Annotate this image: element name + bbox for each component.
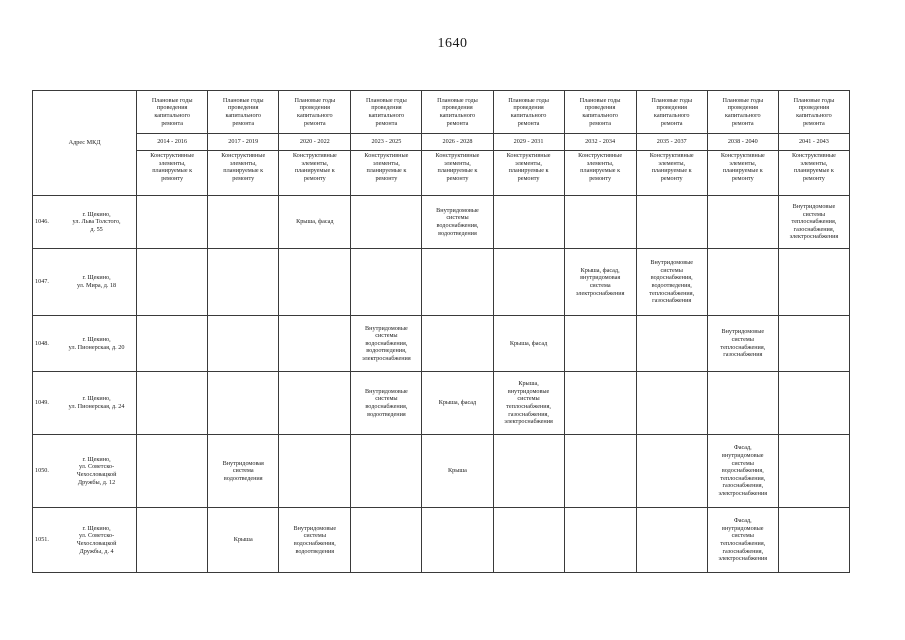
table-cell [422,316,493,372]
table-cell [636,316,707,372]
row-address-cell [33,249,137,316]
table-cell [208,249,279,316]
header-period: 2035 - 2037 [636,134,707,151]
table-cell: Внутридомовая система водоотведения [208,435,279,508]
header-period: 2032 - 2034 [564,134,636,151]
table-cell [351,196,422,249]
header-address: Адрес МКД [33,91,137,196]
table-cell [493,196,564,249]
table-cell [493,435,564,508]
table-cell: Крыша, фасад [493,316,564,372]
table-cell [564,316,636,372]
header-elements-title: Конструктивные элементы, планируемые к ремонту [351,151,422,196]
table-cell [137,316,208,372]
table-cell [351,508,422,573]
table-cell: Внутридомовые системы водоснабжения, водоотведения, теплоснабжения, газоснабжения [636,249,707,316]
header-period-title: Плановые годы проведения капитального ремонта [493,91,564,134]
row-address: г. Щекино, ул. Советско- Чехословацкой Дружбы, д. 4 [76,524,117,555]
table-cell [422,508,493,573]
header-period-title: Плановые годы проведения капитального ремонта [422,91,493,134]
table-cell [279,249,351,316]
table-cell: Фасад, внутридомовые системы теплоснабжения, газоснабжения, электроснабжения [707,508,778,573]
table-cell [564,508,636,573]
header-period-title: Плановые годы проведения капитального ремонта [351,91,422,134]
table-cell [707,372,778,435]
table-cell: Внутридомовые системы теплоснабжения, газоснабжения, электроснабжения [778,196,849,249]
table-cell [564,435,636,508]
table-cell [778,316,849,372]
row-address-cell [33,508,137,573]
header-period: 2041 - 2043 [778,134,849,151]
table-cell [636,508,707,573]
header-period-title: Плановые годы проведения капитального ремонта [707,91,778,134]
table-row [33,316,850,372]
table-cell: Внутридомовые системы теплоснабжения, газоснабжения [707,316,778,372]
row-address: г. Щекино, ул. Льва Толстого, д. 55 [72,210,121,233]
table-cell [137,508,208,573]
header-elements-title: Конструктивные элементы, планируемые к ремонту [493,151,564,196]
table-row [33,249,850,316]
row-address: г. Щекино, ул. Советско- Чехословацкой Дружбы, д. 12 [76,455,117,486]
header-period-title: Плановые годы проведения капитального ремонта [208,91,279,134]
table-cell: Внутридомовые системы водоснабжения, водоотведения [351,372,422,435]
header-elements-title: Конструктивные элементы, планируемые к ремонту [564,151,636,196]
row-number: 1047. [35,278,49,286]
table-cell [279,316,351,372]
header-period: 2029 - 2031 [493,134,564,151]
header-elements-title: Конструктивные элементы, планируемые к ремонту [707,151,778,196]
header-period: 2014 - 2016 [137,134,208,151]
table-cell [778,435,849,508]
table-row [33,372,850,435]
row-address-cell [33,435,137,508]
header-elements-title: Конструктивные элементы, планируемые к ремонту [422,151,493,196]
table-cell [493,249,564,316]
table-row [33,435,850,508]
header-period: 2020 - 2022 [279,134,351,151]
table-cell [636,196,707,249]
table-cell [564,372,636,435]
row-number: 1051. [35,536,49,544]
header-period: 2038 - 2040 [707,134,778,151]
row-address: г. Щекино, ул. Пионерская, д. 20 [68,335,125,351]
header-period: 2023 - 2025 [351,134,422,151]
header-period: 2017 - 2019 [208,134,279,151]
header-elements-title: Конструктивные элементы, планируемые к ремонту [137,151,208,196]
row-number: 1049. [35,399,49,407]
table-cell [636,372,707,435]
header-period-title: Плановые годы проведения капитального ремонта [137,91,208,134]
capital-repair-table [32,90,850,573]
table-cell [707,249,778,316]
table-cell: Крыша, фасад [422,372,493,435]
table-row [33,508,850,573]
row-address: г. Щекино, ул. Мира, д. 18 [76,274,117,289]
table-cell [778,249,849,316]
table-cell: Внутридомовые системы водоснабжения, водоотведения, электроснабжения [351,316,422,372]
row-number: 1048. [35,339,49,347]
table-cell [208,196,279,249]
table-cell [137,435,208,508]
table-cell: Крыша [422,435,493,508]
table-cell [707,196,778,249]
row-address-cell [33,372,137,435]
header-elements-title: Конструктивные элементы, планируемые к ремонту [279,151,351,196]
table-cell [279,435,351,508]
header-elements-title: Конструктивные элементы, планируемые к ремонту [778,151,849,196]
table-row [33,196,850,249]
header-elements-title: Конструктивные элементы, планируемые к ремонту [636,151,707,196]
header-row-titles [33,91,850,134]
header-row-periods [33,134,850,151]
page-number: 1640 [437,36,468,51]
table-cell [778,372,849,435]
row-number: 1050. [35,467,49,475]
header-period-title: Плановые годы проведения капитального ремонта [636,91,707,134]
table-cell [208,316,279,372]
table-cell: Фасад, внутридомовые системы водоснабжения, теплоснабжения, газоснабжения, электроснабжения [707,435,778,508]
table-cell [564,196,636,249]
table-cell [279,372,351,435]
table-cell: Внутридомовые системы водоснабжения, водоотведения [422,196,493,249]
row-number: 1046. [35,218,49,226]
table-cell [636,435,707,508]
table-cell [422,249,493,316]
table-cell [778,508,849,573]
table-cell [351,435,422,508]
table-cell: Крыша [208,508,279,573]
table-cell: Крыша, фасад [279,196,351,249]
table-cell: Крыша, фасад, внутридомовая система электроснабжения [564,249,636,316]
header-period-title: Плановые годы проведения капитального ремонта [564,91,636,134]
table-cell: Крыша, внутридомовые системы теплоснабжения, газоснабжения, электроснабжения [493,372,564,435]
table-cell [137,249,208,316]
table-cell: Внутридомовые системы водоснабжения, водоотведения [279,508,351,573]
header-period-title: Плановые годы проведения капитального ремонта [279,91,351,134]
table-cell [137,372,208,435]
row-address-cell [33,196,137,249]
header-elements-title: Конструктивные элементы, планируемые к ремонту [208,151,279,196]
table-cell [351,249,422,316]
row-address: г. Щекино, ул. Пионерская, д. 24 [68,395,125,410]
header-period: 2026 - 2028 [422,134,493,151]
header-row-elements [33,151,850,196]
header-period-title: Плановые годы проведения капитального ремонта [778,91,849,134]
table-cell [208,372,279,435]
row-address-cell [33,316,137,372]
table-cell [137,196,208,249]
table-cell [493,508,564,573]
